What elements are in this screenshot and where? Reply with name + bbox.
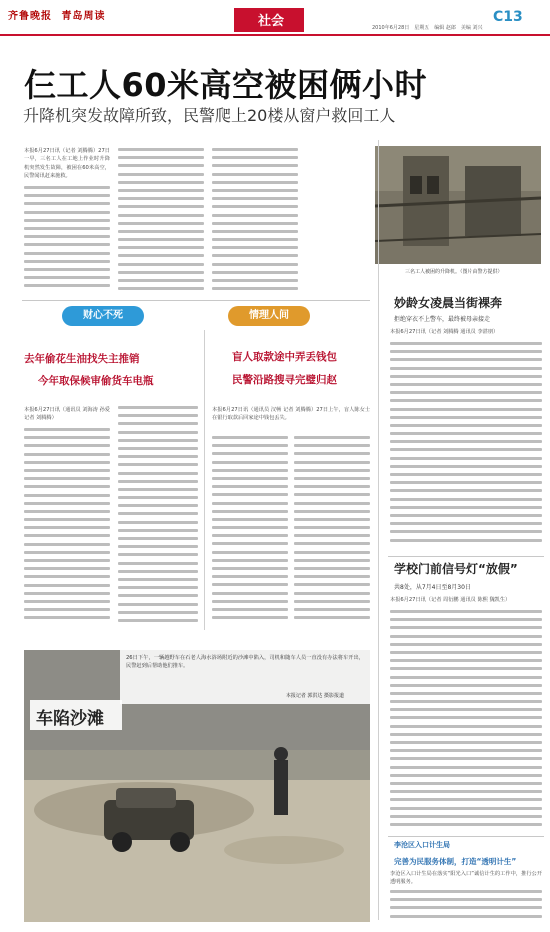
article3-title-line2: 民警沿路搜寻完璧归赵	[232, 374, 337, 386]
right1-text	[390, 342, 542, 552]
article4-credit: 本报记者 郭洪达 摄影报道	[285, 693, 344, 699]
right2-title: 学校门前信号灯“放假”	[394, 562, 518, 576]
article4-caption-box	[120, 650, 370, 704]
lead-col1-intro: 本报6月27日讯（记者 刘腾腾）27日一早，三名工人在工地上作业时升降机突然发生故障，被困在60米高空，民警闻讯赶来施救。	[24, 148, 110, 179]
article4-caption: 26日下午，一辆越野车在石老人海水浴场附近的沙滩中陷入，司机和随车人员一直没有办法将车开出，民警赶到后帮助他们推车。	[126, 655, 364, 670]
article2-col1-text	[24, 428, 110, 628]
header-rule	[0, 34, 550, 36]
masthead-section: 青岛周读	[61, 11, 106, 22]
right2-intro: 本报6月27日讯（记者 周衍鹏 通讯员 陈熙 魏凯生）	[390, 597, 511, 603]
article-divider	[204, 330, 205, 630]
right3-intro: 李沧区入口计生局在落实“阳光入口”诚信计生的工作中，推行公开透明服务。	[390, 871, 542, 886]
article3-col1-text	[212, 436, 288, 632]
right1-subtitle: 拒绝穿衣不上警车，最终被母亲接走	[394, 316, 491, 323]
right3-title-line2: 完善为民服务体制，打造“透明计生”	[394, 857, 517, 866]
article2-title-line2: 今年取保候审偷货车电瓶	[38, 375, 154, 387]
section-label: 社会	[258, 14, 285, 29]
lead-col3-text	[212, 148, 298, 298]
construction-photo-illustration	[375, 146, 541, 264]
lead-photo-caption: 三名工人被困的升降机。（图片由警方提供）	[405, 269, 503, 275]
article3-col2-text	[294, 436, 370, 632]
lead-col1-text	[24, 186, 110, 296]
dateline: 2010年6月28日 星期五 编辑 赵郎 美编 刘兴	[372, 25, 483, 31]
lead-bottom-rule	[22, 300, 370, 301]
article2-title-line1: 去年偷花生油找失主推销	[24, 353, 140, 365]
right3-title-line1: 李沧区入口计生局	[394, 841, 450, 849]
article2-col2-text	[118, 406, 198, 632]
tag-left: 财心不死	[62, 306, 144, 326]
right2-subtitle: 共8处，从7月4日至8月30日	[394, 584, 471, 591]
article2-intro: 本报6月27日讯（通讯员 刘海涛 孙爱 记者 刘腾腾）	[24, 407, 110, 422]
right1-title: 妙龄女凌晨当街裸奔	[394, 296, 503, 310]
tag-right: 情理人间	[228, 306, 310, 326]
right1-bottom-rule	[388, 556, 544, 557]
page-number: C13	[493, 9, 523, 25]
lead-subhead: 升降机突发故障所致，民警爬上20楼从窗户救回工人	[23, 106, 396, 125]
article4-title: 车陷沙滩	[36, 709, 104, 729]
right2-bottom-rule	[388, 836, 544, 837]
article3-title-line1: 盲人取款途中弄丢钱包	[232, 351, 337, 363]
right2-text	[390, 610, 542, 840]
lead-col2-text	[118, 148, 204, 298]
article3-intro: 本报6月27日讯（通讯员 汉畅 记者 刘腾腾）27日上午，盲人陈女士在银行取款后回家途中钱包丢失。	[212, 407, 370, 422]
article4-title-box	[30, 700, 122, 730]
right3-text	[390, 890, 542, 926]
masthead	[8, 7, 105, 22]
lead-headline: 仨工人60米高空被困俩小时	[24, 66, 428, 104]
right-column-divider	[378, 140, 379, 920]
lead-photo	[375, 146, 541, 264]
masthead-brand: 齐鲁晚报	[8, 11, 52, 22]
right1-intro: 本报6月27日讯（记者 刘腾腾 通讯员 李湛朋）	[390, 329, 499, 335]
